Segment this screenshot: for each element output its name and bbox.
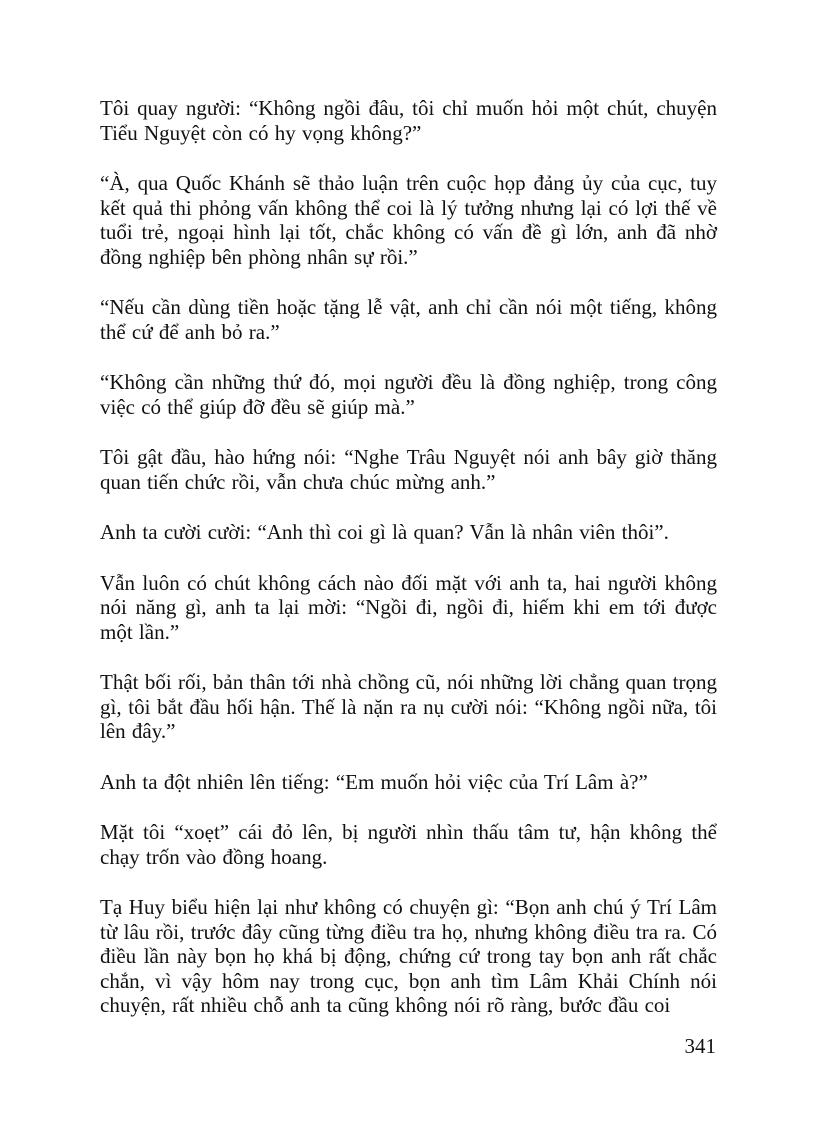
paragraph-4: “Không cần những thứ đó, mọi người đều là đồng nghiệp, trong công việc có thể giúp đỡ đều sẽ giúp mà.” — [100, 370, 717, 419]
paragraph-6: Anh ta cười cười: “Anh thì coi gì là quan? Vẫn là nhân viên thôi”. — [100, 520, 669, 544]
paragraph-11: Tạ Huy biểu hiện lại như không có chuyện gì: “Bọn anh chú ý Trí Lâm từ lâu rồi, trước đây cũng từng điều tra họ, nhưng không điều tra ra. Có điều lần này bọn họ khá bị động, chứng cứ trong tay bọn anh rất chắc chắn, vì vậy hôm nay trong cục, bọn anh tìm Lâm Khải Chính nói chuyện, rất nhiều chỗ anh ta cũng không nói rõ ràng, bước đầu coi — [100, 895, 717, 1017]
paragraph-2: “À, qua Quốc Khánh sẽ thảo luận trên cuộc họp đảng ủy của cục, tuy kết quả thi phỏng vấn không thể coi là lý tưởng nhưng lại có lợi thế về tuổi trẻ, ngoại hình lại tốt, chắc không có vấn đề gì lớn, anh đã nhờ đồng nghiệp bên phòng nhân sự rồi.” — [100, 171, 717, 269]
paragraph-3: “Nếu cần dùng tiền hoặc tặng lễ vật, anh chỉ cần nói một tiếng, không thể cứ để anh bỏ ra.” — [100, 295, 717, 344]
page-body — [100, 96, 717, 1044]
page-number: 341 — [684, 1034, 716, 1058]
paragraph-7: Vẫn luôn có chút không cách nào đối mặt với anh ta, hai người không nói năng gì, anh ta lại mời: “Ngồi đi, ngồi đi, hiếm khi em tới được một lần.” — [100, 570, 717, 644]
paragraph-9: Anh ta đột nhiên lên tiếng: “Em muốn hỏi việc của Trí Lâm à?” — [100, 769, 648, 794]
paragraph-1: Tôi quay người: “Không ngồi đâu, tôi chỉ muốn hỏi một chút, chuyện Tiểu Nguyệt còn có hy vọng không?” — [100, 96, 717, 145]
paragraph-5: Tôi gật đầu, hào hứng nói: “Nghe Trâu Nguyệt nói anh bây giờ thăng quan tiến chức rồi, vẫn chưa chúc mừng anh.” — [100, 445, 717, 494]
paragraph-10: Mặt tôi “xoẹt” cái đỏ lên, bị người nhìn thấu tâm tư, hận không thể chạy trốn vào đồng hoang. — [100, 820, 717, 869]
paragraph-8: Thật bối rối, bản thân tới nhà chồng cũ, nói những lời chẳng quan trọng gì, tôi bắt đầu hối hận. Thế là nặn ra nụ cười nói: “Không ngồi nữa, tôi lên đây.” — [100, 670, 717, 743]
